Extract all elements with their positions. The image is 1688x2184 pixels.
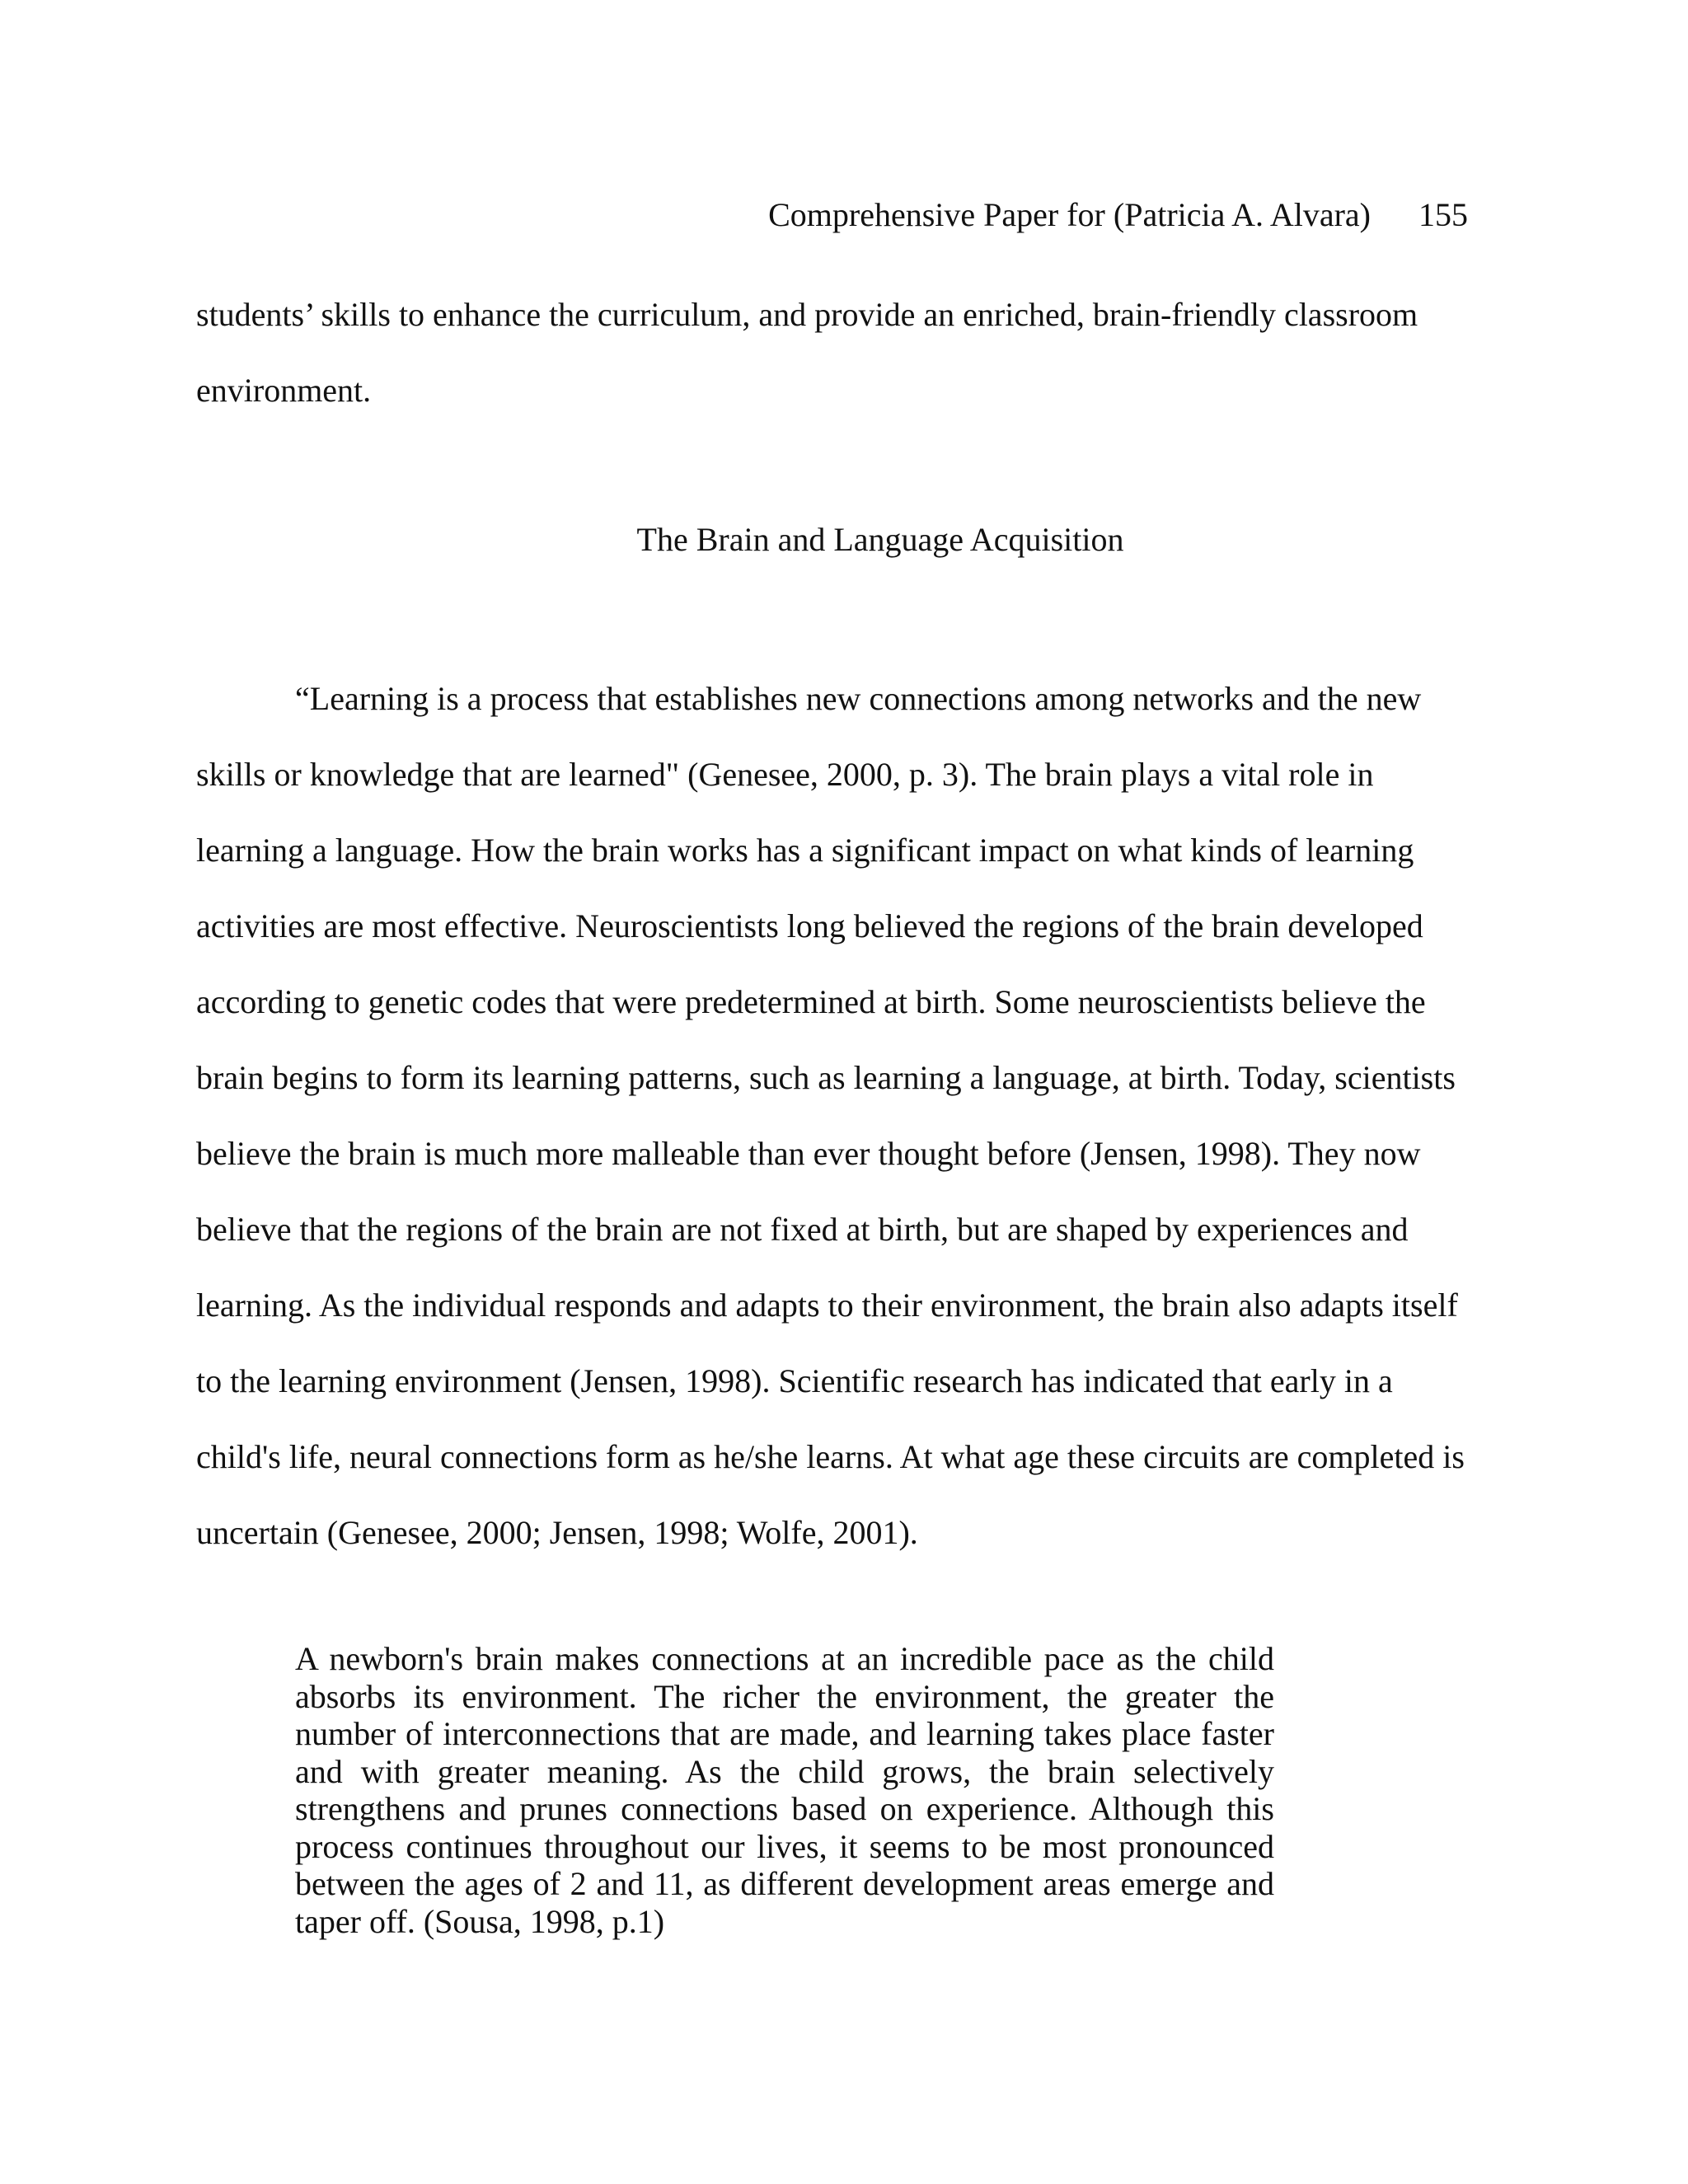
text-line: to the learning environment (Jensen, 1998). Scientific research has indicated that early in a [196,1362,1393,1399]
running-head-title: Comprehensive Paper for (Patricia A. Alvara) [768,196,1371,233]
text-line: believe the brain is much more malleable than ever thought before (Jensen, 1998). They now [196,1135,1421,1172]
text-line: uncertain (Genesee, 2000; Jensen, 1998; Wolfe, 2001). [196,1514,918,1551]
section-heading: The Brain and Language Acquisition [636,521,1124,558]
quote-line: number of interconnections that are made, and learning takes place faster [295,1715,1274,1752]
quote-line: process continues throughout our lives, it seems to be most pronounced [295,1827,1274,1865]
text-line: activities are most effective. Neuroscientists long believed the regions of the brain developed [196,907,1423,944]
quote-line: absorbs its environment. The richer the environment, the greater the [295,1677,1274,1715]
text-line: learning a language. How the brain works has a significant impact on what kinds of learning [196,832,1414,869]
quote-line: and with greater meaning. As the child grows, the brain selectively [295,1752,1274,1790]
continuation-paragraph [196,277,1498,429]
text-line: brain begins to form its learning patterns, such as learning a language, at birth. Today, scientists [196,1059,1456,1096]
quote-line: between the ages of 2 and 11, as different development areas emerge and [295,1865,1274,1902]
text-line: students’ skills to enhance the curriculum, and provide an enriched, brain-friendly classroom [196,296,1418,333]
text-line: child's life, neural connections form as he/she learns. At what age these circuits are completed is [196,1438,1465,1475]
text-line: believe that the regions of the brain are not fixed at birth, but are shaped by experiences and [196,1211,1409,1248]
quote-line: strengthens and prunes connections based on experience. Although this [295,1790,1274,1827]
body-paragraph [196,661,1498,1571]
quote-line: taper off. (Sousa, 1998, p.1) [295,1902,665,1940]
text-line: according to genetic codes that were predetermined at birth. Some neuroscientists believe the [196,983,1426,1020]
quote-line: A newborn's brain makes connections at an incredible pace as the child [295,1640,1274,1677]
text-line: “Learning is a process that establishes new connections among networks and the new [295,680,1422,717]
page-number: 155 [1418,196,1468,233]
block-quote [295,1640,1274,1940]
text-line: environment. [196,372,372,409]
text-line: learning. As the individual responds and adapts to their environment, the brain also adapts itself [196,1286,1458,1324]
running-head [768,192,1468,238]
text-line: skills or knowledge that are learned" (Genesee, 2000, p. 3). The brain plays a vital role in [196,756,1374,793]
